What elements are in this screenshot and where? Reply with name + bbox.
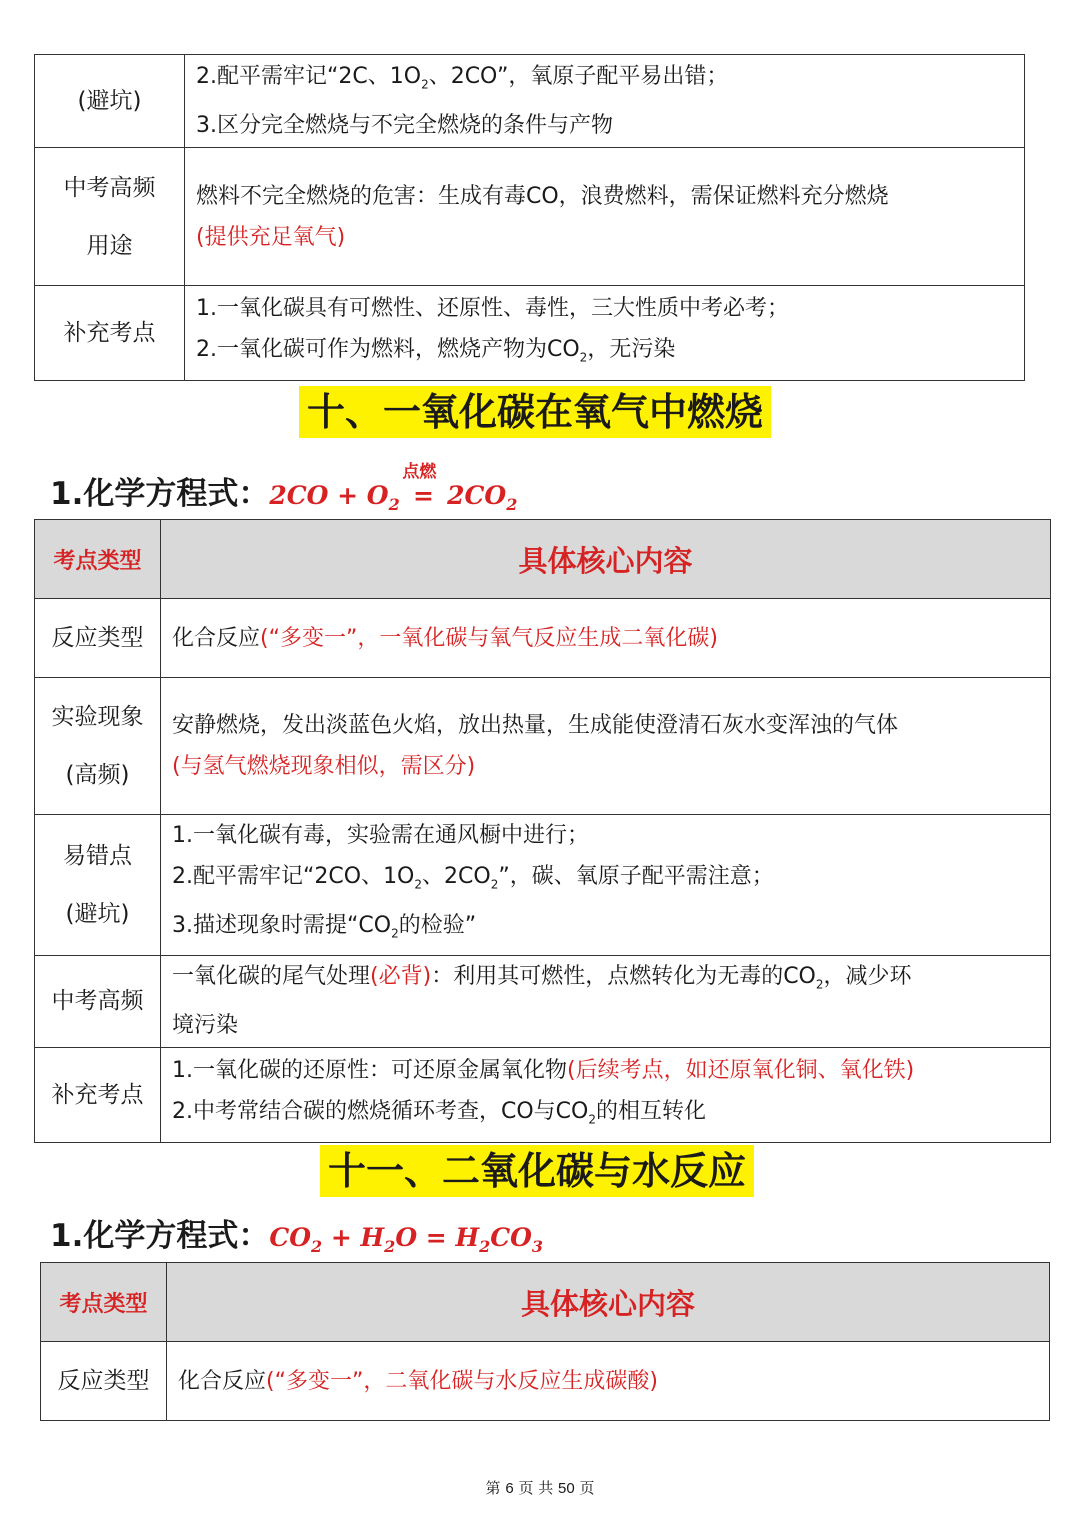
content-line: 1.一氧化碳的还原性：可还原金属氧化物(后续考点，如还原氧化铜、氧化铁) [172,1057,915,1083]
chemical-equation: $CO_2 + H_2O = H_2CO_3$ [269,1223,544,1256]
header-col2: 具体核心内容 [161,520,1051,599]
section-10-title: 十、一氧化碳在氧气中燃烧 [299,386,771,438]
content-line: 一氧化碳的尾气处理(必背)：利用其可燃性，点燃转化为无毒的$CO_2$，减少环 [172,964,912,992]
table-row [35,1047,1051,1142]
row-label [35,815,161,956]
table-header-row [41,1263,1050,1342]
page-footer: 第 6 页 共 50 页 [485,1479,595,1497]
row-label [35,148,185,286]
section-11-title: 十一、二氧化碳与水反应 [320,1145,754,1197]
content-line: 2.中考常结合碳的燃烧循环考查，CO与$CO_2$的相互转化 [172,1098,707,1126]
label-line: (避坑) [65,900,130,927]
row-label: (避坑) [35,55,185,148]
row-content [161,678,1051,815]
label-line: (高频) [65,762,130,788]
content-line: (与氢气燃烧现象相似，需区分) [172,754,476,779]
header-col2: 具体核心内容 [167,1263,1050,1342]
content-line: 境污染 [172,1013,239,1039]
row-content [161,955,1051,1047]
row-content [185,55,1025,148]
header-col1: 考点类型 [35,520,161,599]
table-row [41,1342,1050,1421]
continued-table [34,54,1025,381]
label-line: 中考高频 [63,174,156,201]
table-row [35,599,1051,678]
content-line: 燃料不完全燃烧的危害：生成有毒CO，浪费燃料，需保证燃料充分燃烧 [196,183,889,209]
content-line: 3.区分完全燃烧与不完全燃烧的条件与产物 [196,113,613,139]
content-line: 2.配平需牢记“2CO、$1O_2$、$2CO_2$”，碳、氧原子配平需注意； [172,864,774,892]
content-line: 2.一氧化碳可作为燃料，燃烧产物为$CO_2$，无污染 [196,336,676,365]
row-content [161,815,1051,956]
row-content [161,599,1051,678]
row-label [35,678,161,815]
row-content [185,148,1025,286]
content-line: 1.一氧化碳有毒，实验需在通风橱中进行； [172,823,589,848]
table-row [35,148,1025,286]
table-row [35,815,1051,956]
equation-label: 1.化学方程式： [50,476,270,512]
page-total: 50 [558,1480,575,1497]
content-line: 2.配平需牢记“2C、$1O_2$、2CO”，氧原子配平易出错； [196,63,729,92]
label-line: 实验现象 [51,704,144,730]
row-content [161,1047,1051,1142]
content-line: 1.一氧化碳具有可燃性、还原性、毒性，三大性质中考必考； [196,295,789,321]
table-header-row [35,520,1051,599]
label-line: 易错点 [63,842,132,869]
content-line: 3.描述现象时需提“$CO_2$的检验” [172,913,477,941]
row-content [185,286,1025,381]
section-10-equation-line [50,462,518,514]
content-line: 化合反应(“多变一”，二氧化碳与水反应生成碳酸) [178,1368,658,1394]
section-11-equation-line [50,1210,543,1256]
label-line: 用途 [86,232,133,259]
chemical-equation: $2CO + O_2$ 点燃 = $2CO_2$ [269,481,517,510]
row-label: 反应类型 [41,1342,167,1421]
content-line: 安静燃烧，发出淡蓝色火焰，放出热量，生成能使澄清石灰水变浑浊的气体 [172,713,899,738]
table-row [35,55,1025,148]
reaction-condition: 点燃 [402,462,437,482]
header-col1: 考点类型 [41,1263,167,1342]
section-11-table [40,1262,1050,1421]
section-10-table [34,519,1051,1143]
page-number: 6 [505,1480,514,1497]
row-label: 反应类型 [35,599,161,678]
row-label: 补充考点 [35,286,185,381]
equation-label: 1.化学方程式： [50,1218,270,1254]
content-line: 化合反应(“多变一”，一氧化碳与氧气反应生成二氧化碳) [172,625,718,651]
table-row [35,955,1051,1047]
table-row [35,678,1051,815]
row-content [167,1342,1050,1421]
table-row [35,286,1025,381]
row-label: 中考高频 [35,955,161,1047]
row-label: 补充考点 [35,1047,161,1142]
content-line: (提供充足氧气) [196,224,346,250]
